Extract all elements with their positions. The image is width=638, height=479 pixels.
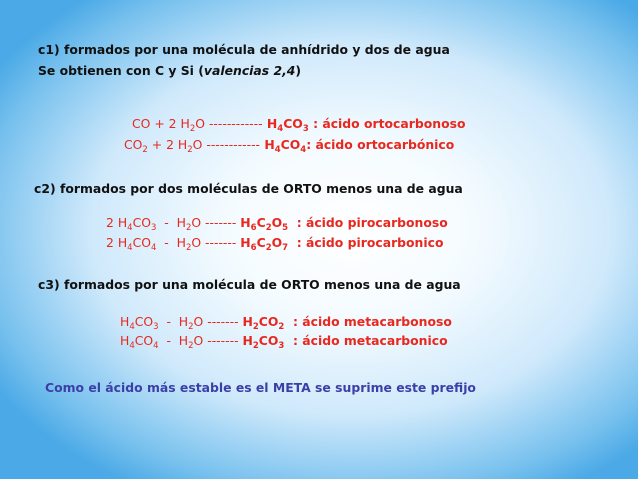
c3-equation-metacarbonoso: $H_4CO_3 - H_2O$ ------- $H_2CO_2$ : ácido metacarbonoso xyxy=(120,314,452,332)
c3-equation-metacarbonico: $H_4CO_4 - H_2O$ ------- $H_2CO_3$ : ácido metacarbonico xyxy=(120,333,448,351)
c1-heading: c1) formados por una molécula de anhídrido y dos de agua xyxy=(38,42,450,57)
c1-equation-ortocarbonico: $CO_2 + 2$ $H_2O$ ------------ $H_4CO_4$: ácido ortocarbónico xyxy=(124,137,455,155)
c1-equation-ortocarbonoso: CO + 2 $H_2O$ ------------ $H_4CO_3$ : ácido ortocarbonoso xyxy=(132,116,466,134)
c2-heading: c2) formados por dos moléculas de ORTO menos una de agua xyxy=(34,181,463,196)
c2-equation-pirocarbonico: 2 $H_4CO_4 - H_2O$ ------- $H_6C_2O_7$ : ácido pirocarbonico xyxy=(106,235,444,253)
c1-valences-note: Se obtienen con C y Si (valencias 2,4) xyxy=(38,63,302,78)
c3-heading: c3) formados por una molécula de ORTO menos una de agua xyxy=(38,277,461,292)
c2-equation-pirocarbonoso: 2 $H_4CO_3 - H_2O$ ------- $H_6C_2O_5$ : ácido pirocarbonoso xyxy=(106,215,448,233)
footer-note: Como el ácido más estable es el META se suprime este prefijo xyxy=(45,380,476,395)
